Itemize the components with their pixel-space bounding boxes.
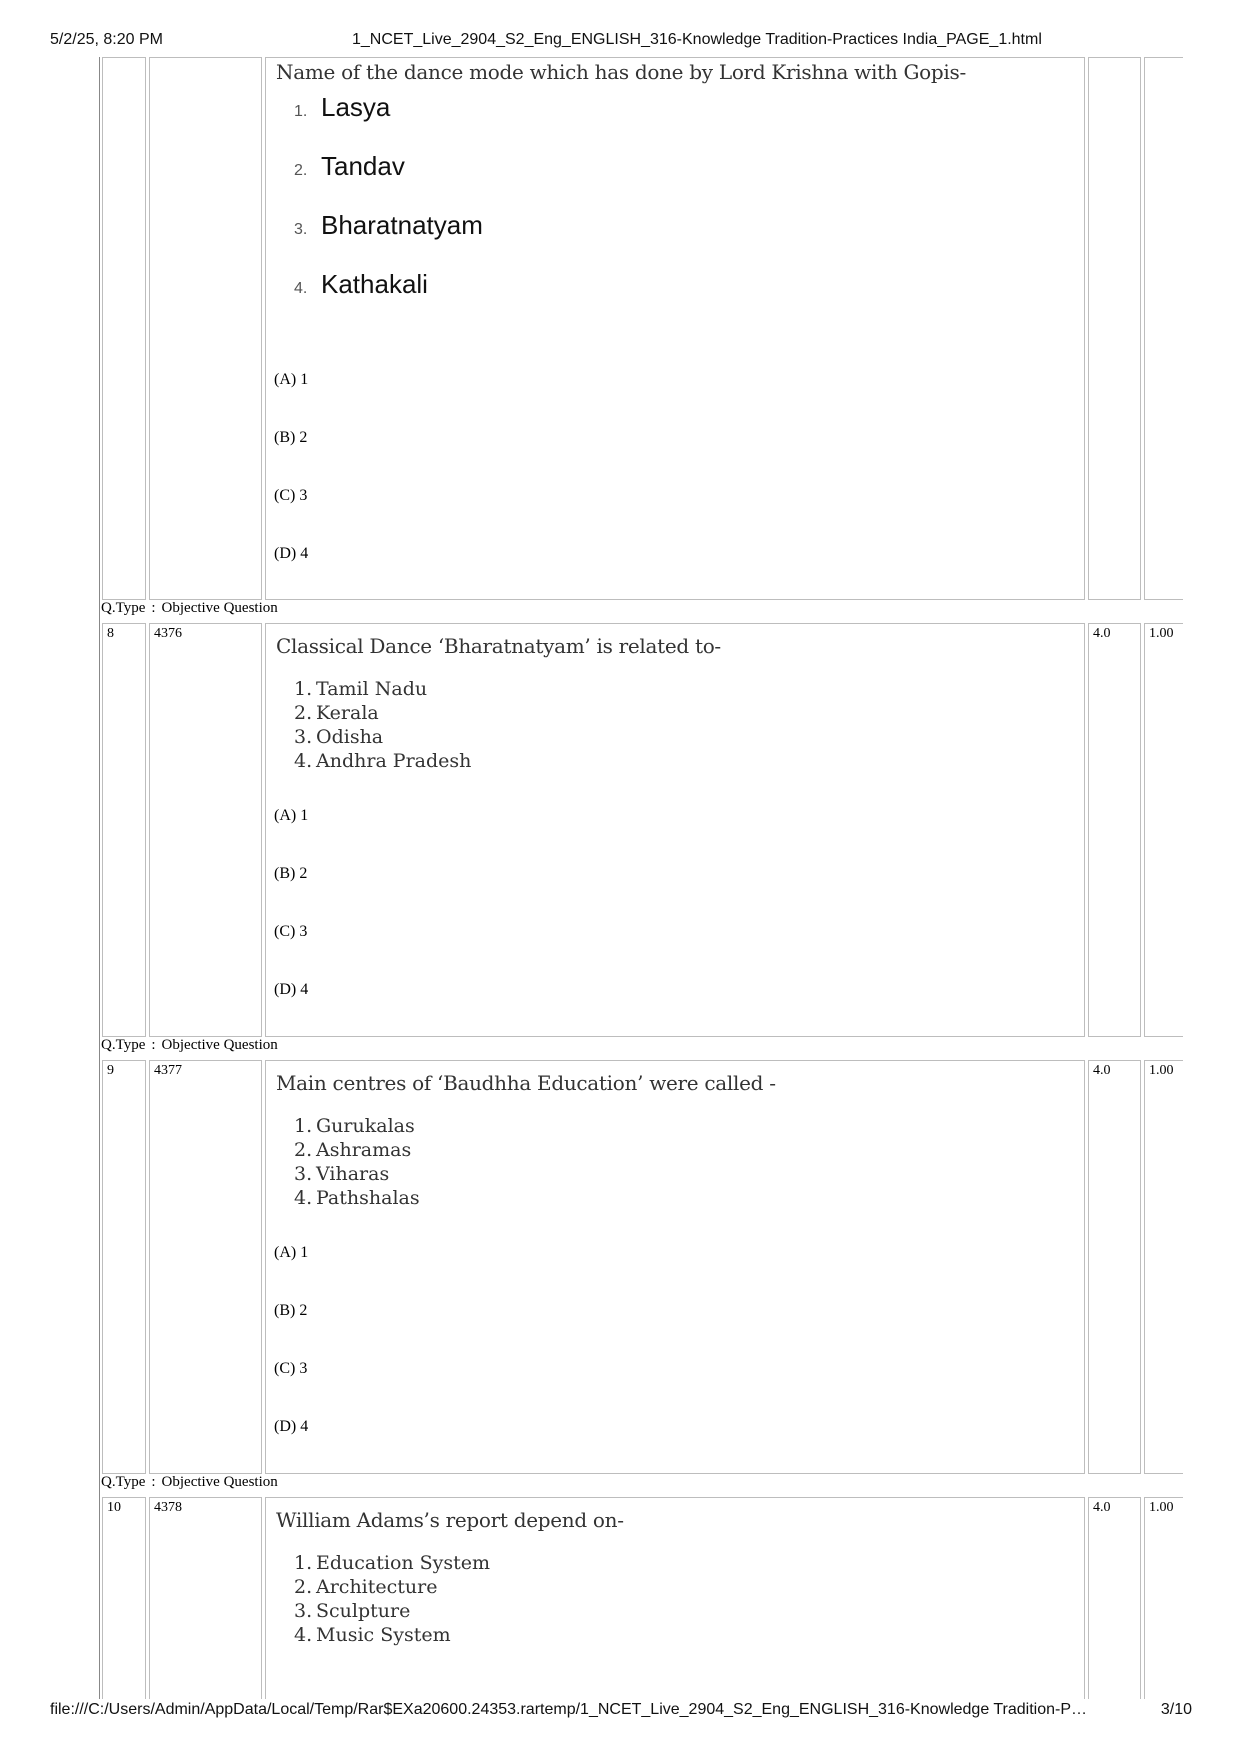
negative-marks-cell [1144,57,1183,600]
option-text: Andhra Pradesh [316,750,472,772]
question-body [265,57,1085,600]
list-item: 4. Music System [294,1624,451,1646]
print-footer-url: file:///C:/Users/Admin/AppData/Local/Temp/Rar$EXa20600.24353.rartemp/1_NCET_Live_2904_S2_Eng_ENGLISH_316-Knowledge Tradition-P… [50,1701,1088,1718]
negative-marks-cell: 1.00 [1144,623,1183,1037]
list-item: 4. Pathshalas [294,1187,420,1209]
option-text: Viharas [316,1163,390,1185]
qtype-label: Q.Type [101,600,146,616]
answer-option-b: (B) 2 [274,1302,308,1319]
question-no-cell [102,57,146,600]
option-text: Tandav [321,151,405,181]
print-title: 1_NCET_Live_2904_S2_Eng_ENGLISH_316-Knowledge Tradition-Practices India_PAGE_1.html [352,31,1042,48]
question-type-row [101,1037,278,1054]
answer-option-c: (C) 3 [274,1360,308,1377]
list-item: 2. Kerala [294,702,379,724]
list-item: 2. Tandav [294,151,405,181]
list-item: 3. Viharas [294,1163,390,1185]
list-item: 1. Lasya [294,92,391,122]
list-item: 1. Education System [294,1552,491,1574]
list-item: 3. Bharatnatyam [294,210,483,240]
question-options [294,92,483,328]
option-text: Kathakali [321,269,428,299]
option-text: Tamil Nadu [316,678,428,700]
question-body [265,1060,1085,1474]
answer-option-b: (B) 2 [274,865,308,882]
question-no-cell: 10 [102,1497,146,1699]
list-item: 4. Andhra Pradesh [294,750,472,772]
qtype-separator: : [151,1037,156,1053]
question-body [265,623,1085,1037]
list-item: 2. Architecture [294,1576,438,1598]
answer-option-b: (B) 2 [274,429,308,446]
marks-cell: 4.0 [1088,1497,1141,1699]
question-text: William Adams’s report depend on- [276,1508,624,1532]
option-text: Education System [316,1552,491,1574]
qtype-value: Objective Question [161,1037,278,1053]
negative-marks-cell: 1.00 [1144,1497,1183,1699]
option-text: Architecture [316,1576,438,1598]
option-text: Bharatnatyam [321,210,483,240]
option-text: Kerala [316,702,379,724]
negative-marks-cell: 1.00 [1144,1060,1183,1474]
question-text: Main centres of ‘Baudhha Education’ were called - [276,1071,776,1095]
option-text: Odisha [316,726,384,748]
option-text: Ashramas [316,1139,412,1161]
option-text: Lasya [321,92,391,122]
marks-cell: 4.0 [1088,623,1141,1037]
list-item: 4. Kathakali [294,269,428,299]
answer-option-d: (D) 4 [274,545,309,562]
option-text: Gurukalas [316,1115,415,1137]
marks-cell [1088,57,1141,600]
list-item: 1. Tamil Nadu [294,678,428,700]
question-id-cell: 4377 [149,1060,262,1474]
option-text: Music System [316,1624,451,1646]
list-item: 3. Sculpture [294,1600,411,1622]
answer-option-d: (D) 4 [274,981,309,998]
page-number: 3/10 [1160,1701,1192,1718]
question-options [294,677,471,773]
qtype-label: Q.Type [101,1474,146,1490]
qtype-separator: : [151,600,156,616]
question-id-cell: 4376 [149,623,262,1037]
question-options [294,1114,420,1210]
option-text: Pathshalas [316,1187,420,1209]
qtype-value: Objective Question [161,1474,278,1490]
question-type-row [101,1474,278,1491]
question-options [294,1551,490,1647]
question-type-row [101,600,278,617]
answer-option-d: (D) 4 [274,1418,309,1435]
qtype-separator: : [151,1474,156,1490]
answer-option-a: (A) 1 [274,807,309,824]
question-id-cell [149,57,262,600]
question-text: Classical Dance ‘Bharatnatyam’ is related to- [276,634,721,658]
qtype-value: Objective Question [161,600,278,616]
marks-cell: 4.0 [1088,1060,1141,1474]
list-item: 1. Gurukalas [294,1115,415,1137]
list-item: 2. Ashramas [294,1139,412,1161]
question-id-cell: 4378 [149,1497,262,1699]
question-no-cell: 9 [102,1060,146,1474]
answer-option-c: (C) 3 [274,923,308,940]
question-body [265,1497,1085,1699]
list-item: 3. Odisha [294,726,384,748]
question-no-cell: 8 [102,623,146,1037]
qtype-label: Q.Type [101,1037,146,1053]
print-datetime: 5/2/25, 8:20 PM [50,31,163,48]
option-text: Sculpture [316,1600,411,1622]
question-table [99,57,1183,1699]
answer-option-a: (A) 1 [274,371,309,388]
answer-option-c: (C) 3 [274,487,308,504]
question-text: Name of the dance mode which has done by Lord Krishna with Gopis- [276,60,966,84]
answer-option-a: (A) 1 [274,1244,309,1261]
